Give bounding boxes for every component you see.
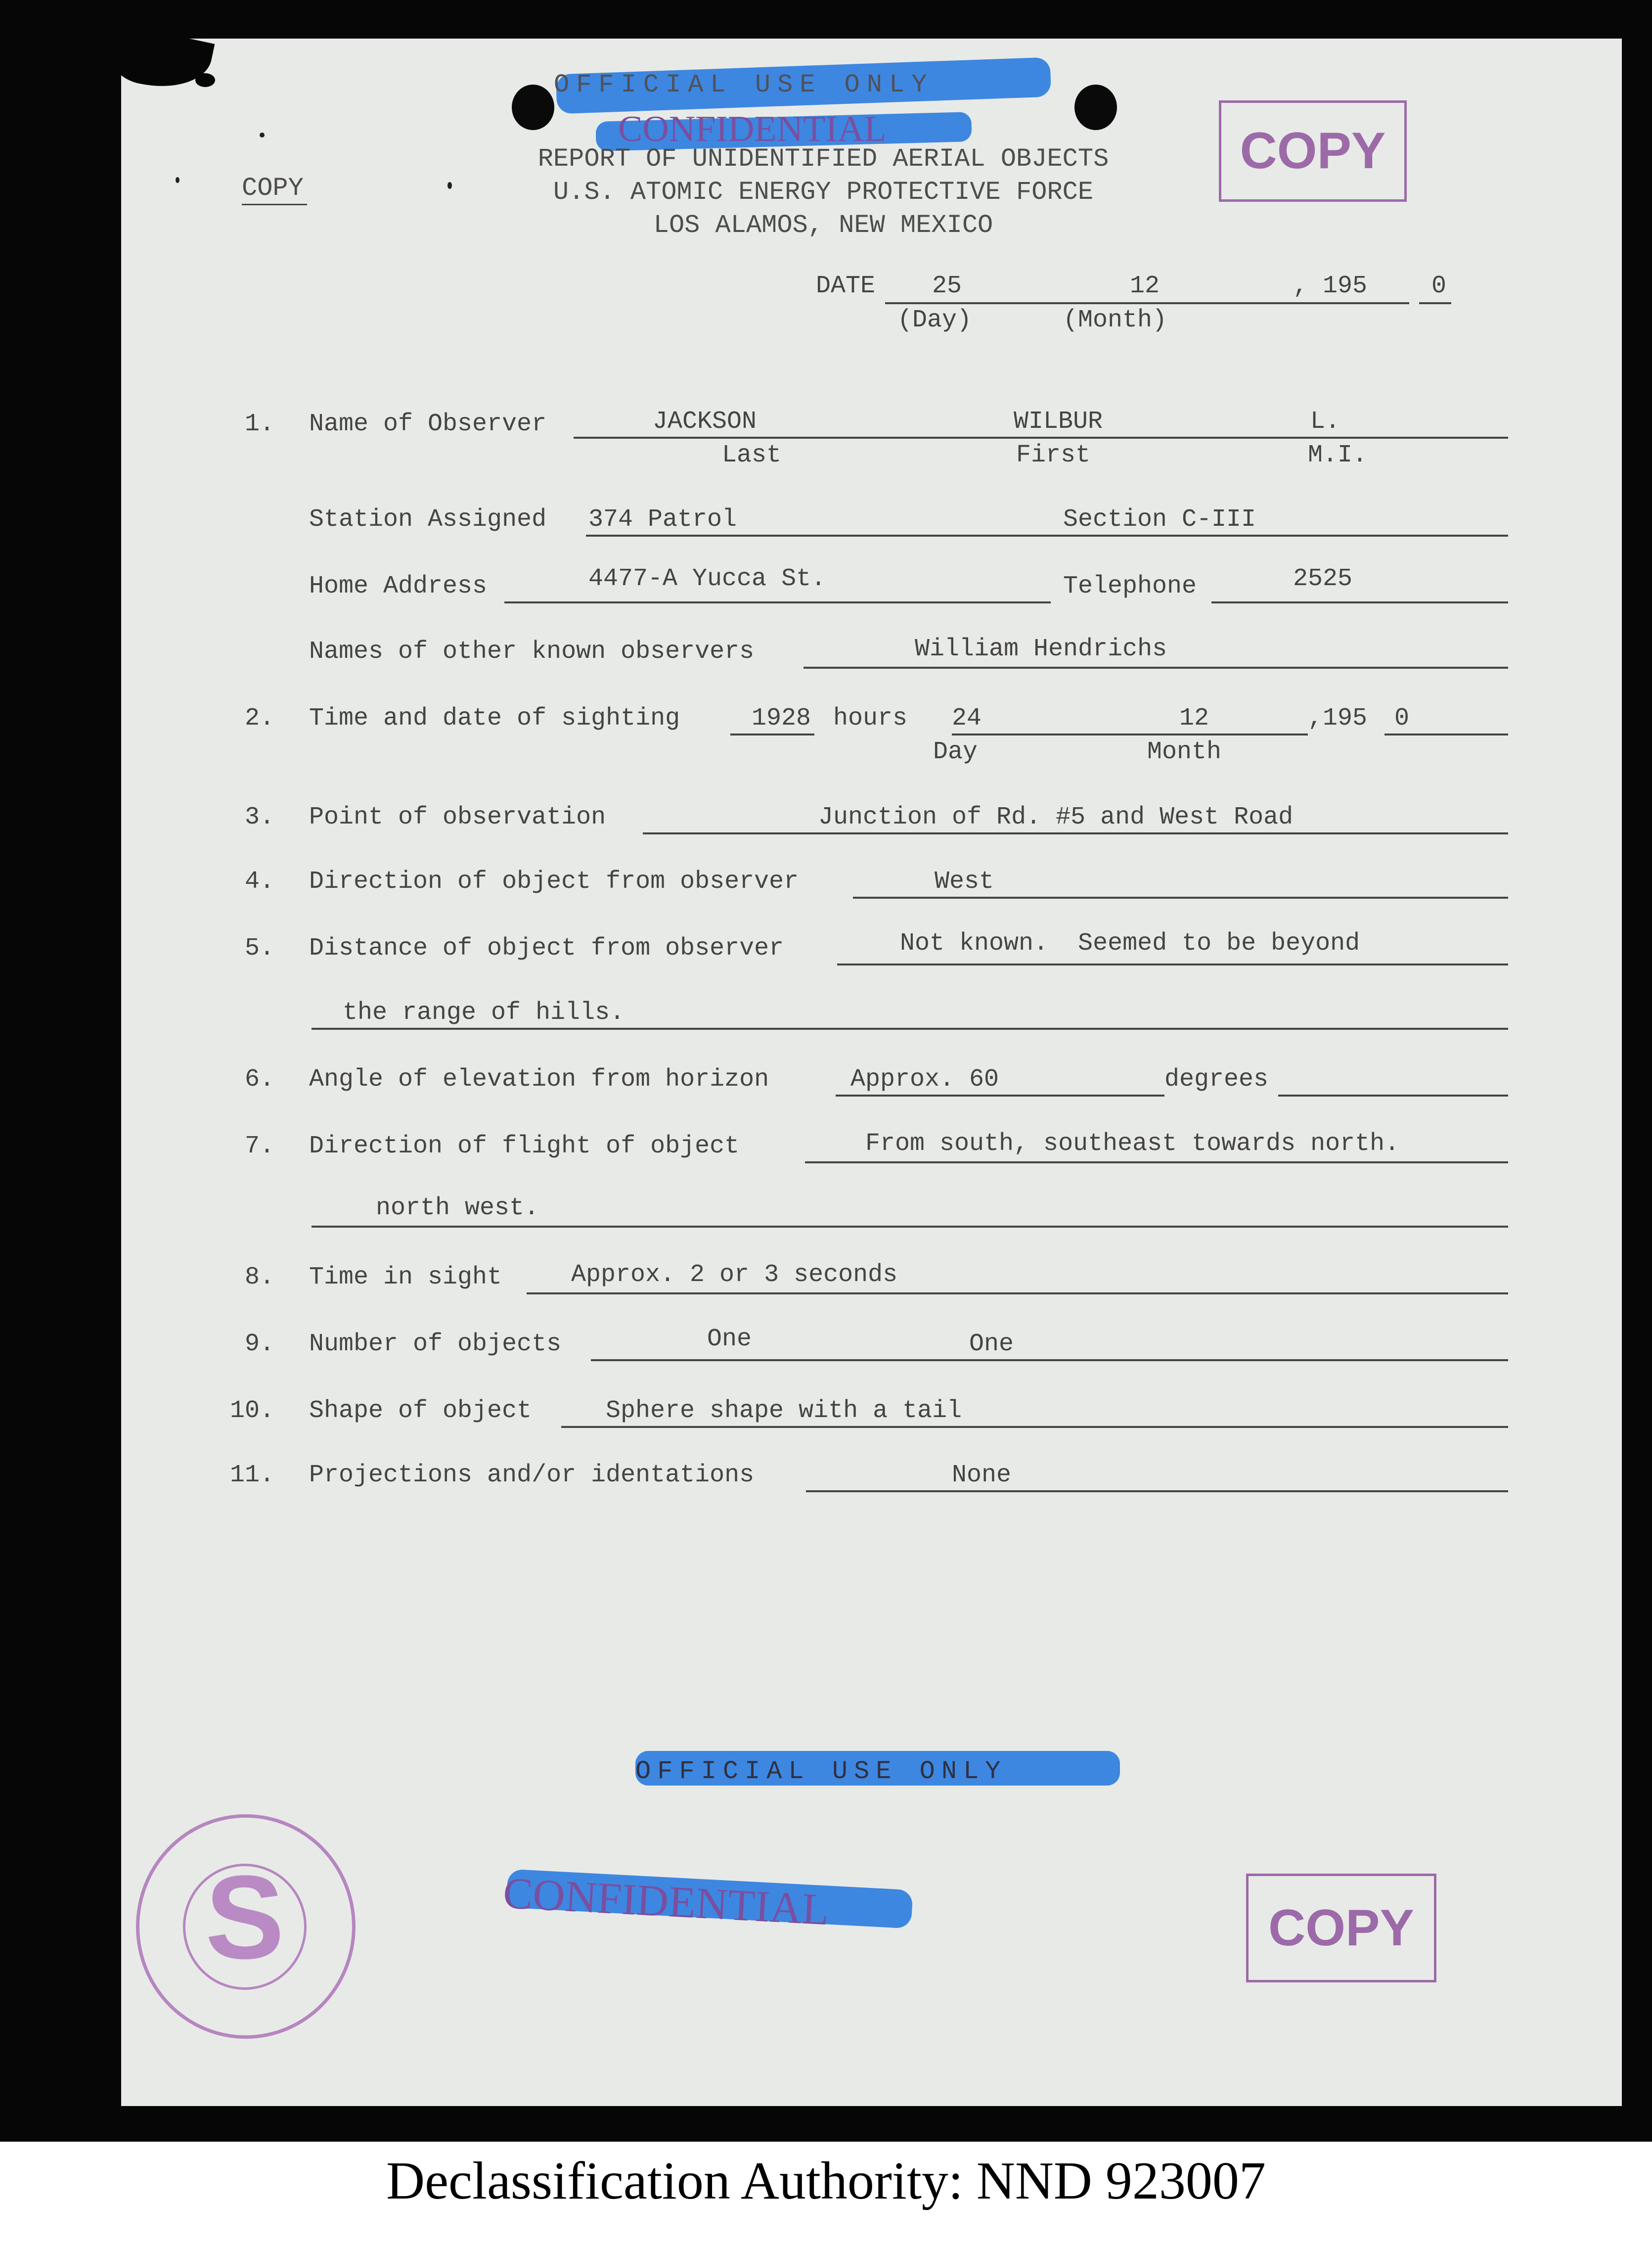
- number-of-objects-underline: [591, 1359, 1508, 1361]
- official-use-only-bottom-stamp: OFFICIAL USE ONLY: [635, 1757, 1007, 1786]
- sighting-date-underline: [952, 734, 1308, 735]
- secret-s-stamp: S: [205, 1851, 285, 1983]
- projections-label: Projections and/or identations: [309, 1461, 755, 1489]
- copy-underline: [242, 204, 307, 205]
- date-day: 25: [932, 272, 962, 300]
- shape-value: Sphere shape with a tail: [606, 1397, 962, 1425]
- section-value: Section C-III: [1063, 505, 1256, 534]
- distance-value: Not known. Seemed to be beyond: [900, 929, 1360, 958]
- sighting-day-caption: Day: [933, 738, 978, 766]
- other-observers-value: William Hendrichs: [915, 635, 1167, 663]
- flight-direction-label: Direction of flight of object: [309, 1132, 740, 1160]
- distance-label: Distance of object from observer: [309, 934, 784, 963]
- document-page: [121, 39, 1622, 2106]
- shape-underline: [561, 1426, 1508, 1428]
- sighting-day: 24: [952, 704, 982, 733]
- point-of-observation-label: Point of observation: [309, 803, 606, 831]
- ink-speck: [260, 133, 265, 138]
- flight-direction-value: From south, southeast towards north.: [865, 1130, 1400, 1158]
- item-number: 3.: [245, 803, 275, 831]
- report-title-line3: LOS ALAMOS, NEW MEXICO: [653, 211, 993, 240]
- item-number: 10.: [230, 1397, 275, 1425]
- copy-stamp-bottom: COPY: [1246, 1874, 1436, 1982]
- point-of-observation-underline: [643, 832, 1508, 834]
- sighting-year-underline: [1384, 734, 1508, 735]
- first-caption: First: [1016, 441, 1091, 469]
- declassification-footer: Declassification Authority: NND 923007: [386, 2152, 1266, 2210]
- observer-first-name: WILBUR: [1014, 408, 1103, 436]
- date-month-caption: (Month): [1063, 306, 1167, 334]
- item-number: 5.: [245, 934, 275, 963]
- confidential-top-stamp: CONFIDENTIAL: [618, 109, 887, 149]
- item-number: 7.: [245, 1132, 275, 1160]
- torn-corner-fragment: [195, 73, 215, 87]
- punch-hole-right: [1074, 85, 1117, 130]
- distance-underline: [837, 963, 1508, 965]
- direction-underline: [853, 897, 1508, 899]
- sighting-month-caption: Month: [1147, 738, 1222, 766]
- time-in-sight-label: Time in sight: [309, 1263, 502, 1291]
- projections-underline: [806, 1490, 1508, 1492]
- telephone-label: Telephone: [1063, 572, 1197, 600]
- date-year-digit: 0: [1431, 272, 1447, 300]
- station-label: Station Assigned: [309, 505, 547, 534]
- time-in-sight-value: Approx. 2 or 3 seconds: [571, 1261, 898, 1289]
- flight-direction-value-continued: north west.: [376, 1194, 539, 1222]
- observer-last-name: JACKSON: [653, 408, 757, 436]
- report-title-line1: REPORT OF UNIDENTIFIED AERIAL OBJECTS: [537, 144, 1109, 174]
- telephone-value: 2525: [1293, 565, 1353, 593]
- other-observers-label: Names of other known observers: [309, 638, 755, 666]
- date-day-caption: (Day): [897, 306, 972, 334]
- torn-corner: [121, 39, 215, 97]
- elevation-label: Angle of elevation from horizon: [309, 1065, 769, 1094]
- elevation-unit-underline: [1278, 1095, 1508, 1097]
- direction-label: Direction of object from observer: [309, 868, 799, 896]
- copy-typed-label: COPY: [242, 174, 304, 203]
- copy-stamp-top: COPY: [1219, 100, 1407, 202]
- official-use-only-top-stamp: OFFICIAL USE ONLY: [554, 70, 934, 99]
- ink-speck: [176, 177, 179, 183]
- sighting-month: 12: [1179, 704, 1209, 733]
- home-address-value: 4477-A Yucca St.: [588, 565, 826, 593]
- time-in-sight-underline: [527, 1292, 1508, 1294]
- date-year-prefix: , 195: [1293, 272, 1368, 300]
- elevation-value: Approx. 60: [850, 1065, 999, 1094]
- observer-name-label: Name of Observer: [309, 410, 547, 438]
- distance-continued-underline: [312, 1028, 1508, 1030]
- observer-name-underline: [574, 437, 1508, 439]
- distance-value-continued: the range of hills.: [343, 999, 625, 1027]
- report-title-line2: U.S. ATOMIC ENERGY PROTECTIVE FORCE: [553, 178, 1094, 207]
- projections-value: None: [952, 1461, 1012, 1489]
- station-underline: [586, 535, 1508, 537]
- date-year-underline: [1419, 302, 1451, 304]
- item-number: 4.: [245, 868, 275, 896]
- sighting-time-value: 1928: [752, 704, 811, 733]
- date-label: DATE: [816, 272, 876, 300]
- home-address-underline: [504, 601, 1051, 603]
- date-underline: [885, 302, 1409, 304]
- point-of-observation-value: Junction of Rd. #5 and West Road: [818, 803, 1294, 831]
- direction-value: West: [935, 868, 994, 896]
- sighting-year-digit: 0: [1394, 704, 1410, 733]
- home-address-label: Home Address: [309, 572, 488, 600]
- sighting-year-prefix: ,195: [1308, 704, 1368, 733]
- number-of-objects-label: Number of objects: [309, 1330, 562, 1358]
- telephone-underline: [1211, 601, 1508, 603]
- elevation-unit: degrees: [1164, 1065, 1269, 1094]
- item-number: 11.: [230, 1461, 275, 1489]
- elevation-underline: [836, 1095, 1164, 1097]
- item-number: 2.: [245, 704, 275, 733]
- item-number: 1.: [245, 410, 275, 438]
- hours-label: hours: [833, 704, 908, 733]
- number-of-objects-value-b: One: [969, 1330, 1014, 1358]
- punch-hole-left: [512, 85, 554, 130]
- station-value: 374 Patrol: [588, 505, 737, 534]
- item-number: 9.: [245, 1330, 275, 1358]
- sighting-time-underline: [730, 734, 814, 735]
- number-of-objects-value: One: [707, 1325, 752, 1353]
- flight-direction-continued-underline: [312, 1226, 1508, 1228]
- mi-caption: M.I.: [1308, 441, 1368, 469]
- item-number: 8.: [245, 1263, 275, 1291]
- date-month: 12: [1130, 272, 1160, 300]
- last-caption: Last: [722, 441, 782, 469]
- confidential-bottom-stamp: CONFIDENTIAL: [502, 1869, 831, 1935]
- other-observers-underline: [804, 667, 1508, 669]
- sighting-time-label: Time and date of sighting: [309, 704, 680, 733]
- item-number: 6.: [245, 1065, 275, 1094]
- observer-middle-initial: L.: [1310, 408, 1340, 436]
- flight-direction-underline: [805, 1161, 1508, 1163]
- shape-label: Shape of object: [309, 1397, 532, 1425]
